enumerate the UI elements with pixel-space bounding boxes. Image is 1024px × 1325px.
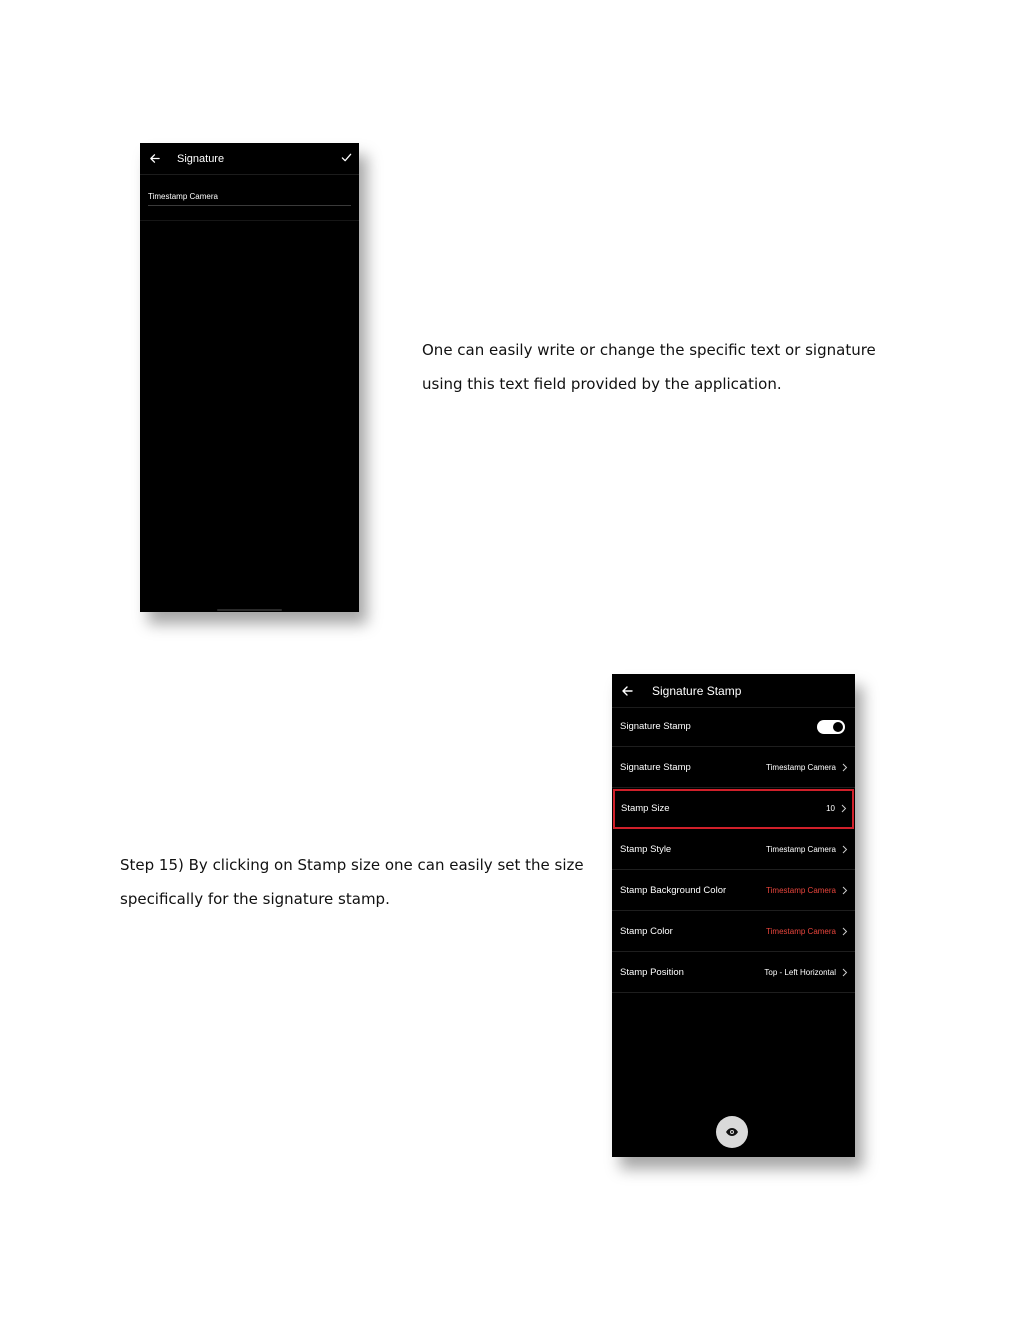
signature-title: Signature [177, 153, 225, 165]
divider [140, 220, 359, 221]
signature-stamp-toggle[interactable] [817, 720, 845, 734]
row-label: Signature Stamp [620, 762, 691, 773]
chevron-right-icon [842, 927, 848, 936]
toggle-knob [833, 722, 843, 732]
row-value: Top - Left Horizontal [764, 968, 836, 977]
row-label: Stamp Color [620, 926, 673, 937]
row-label: Signature Stamp [620, 721, 691, 732]
row-value: 10 [826, 804, 835, 813]
chevron-right-icon [842, 886, 848, 895]
check-icon[interactable] [341, 152, 352, 163]
row-label: Stamp Position [620, 967, 684, 978]
signature-stamp-toggle-row[interactable] [612, 707, 855, 747]
description-text-field: One can easily write or change the specific text or signature using this text field provided by the application. [422, 341, 876, 393]
preview-button[interactable] [716, 1116, 748, 1148]
eye-icon [725, 1127, 739, 1137]
stamp-style-row[interactable] [612, 830, 855, 870]
row-label: Stamp Size [621, 803, 670, 814]
row-value: Timestamp Camera [766, 886, 836, 895]
signature-stamp-title: Signature Stamp [652, 684, 742, 698]
chevron-right-icon [842, 845, 848, 854]
stamp-background-color-row[interactable] [612, 871, 855, 911]
signature-stamp-row[interactable] [612, 748, 855, 788]
signature-text-field[interactable]: Timestamp Camera [148, 191, 351, 206]
row-value: Timestamp Camera [766, 927, 836, 936]
arrow-left-icon[interactable] [149, 153, 160, 164]
arrow-left-icon[interactable] [621, 685, 633, 697]
signature-header [140, 143, 359, 175]
signature-stamp-screenshot [612, 674, 855, 1157]
stamp-color-row[interactable] [612, 912, 855, 952]
chevron-right-icon [842, 968, 848, 977]
chevron-right-icon [842, 763, 848, 772]
stamp-size-row[interactable] [613, 789, 854, 829]
row-label: Stamp Background Color [620, 885, 727, 896]
step-15-text: Step 15) By clicking on Stamp size one can easily set the size specifically for the signature stamp. [120, 856, 584, 908]
signature-stamp-header [612, 674, 855, 708]
home-indicator [217, 609, 282, 611]
row-value: Timestamp Camera [766, 845, 836, 854]
chevron-right-icon [841, 804, 847, 813]
row-value: Timestamp Camera [766, 763, 836, 772]
stamp-position-row[interactable] [612, 953, 855, 993]
signature-screenshot [140, 143, 359, 612]
row-label: Stamp Style [620, 844, 672, 855]
